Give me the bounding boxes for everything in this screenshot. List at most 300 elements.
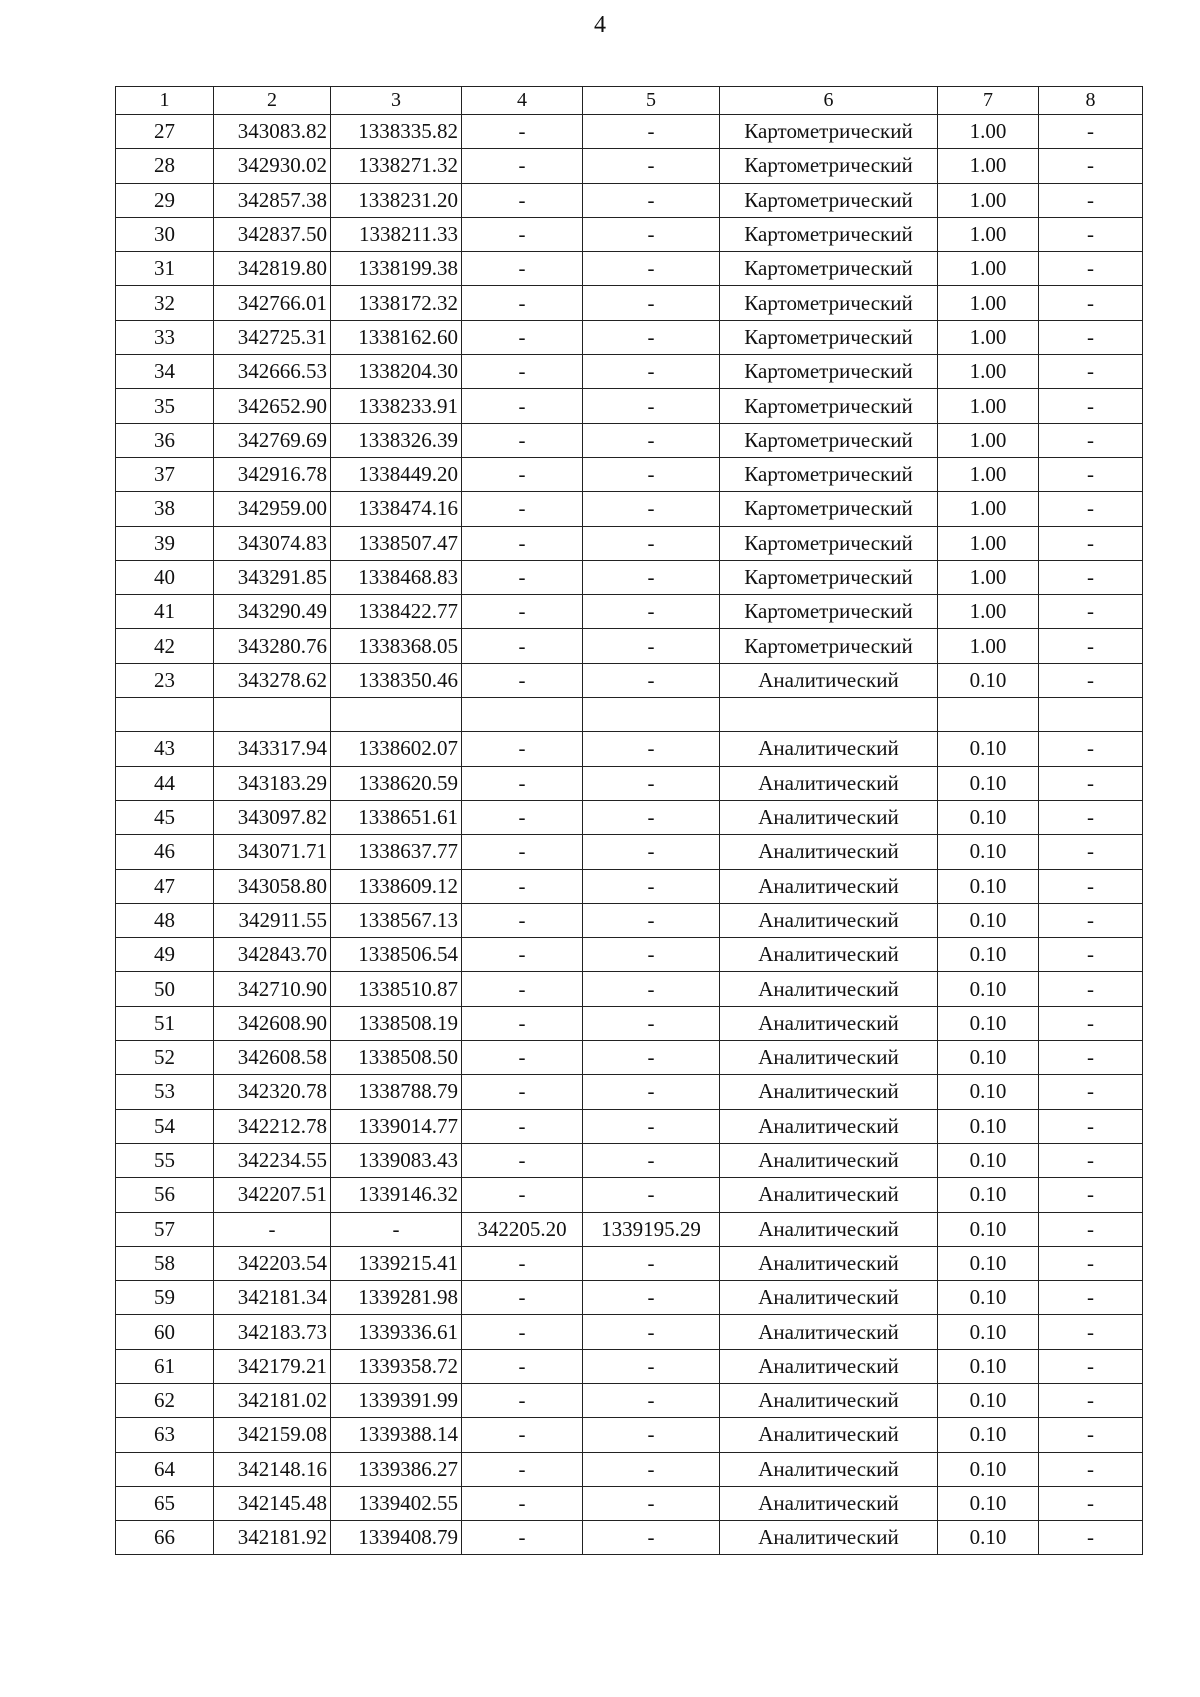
table-cell: -: [1039, 732, 1143, 766]
table-cell: 343074.83: [214, 526, 331, 560]
table-cell: 343097.82: [214, 800, 331, 834]
table-cell: Картометрический: [720, 423, 938, 457]
table-cell: 1338474.16: [331, 492, 462, 526]
table-cell: [214, 698, 331, 732]
table-cell: 342766.01: [214, 286, 331, 320]
table-cell: -: [1039, 972, 1143, 1006]
table-cell: 36: [116, 423, 214, 457]
table-cell: 49: [116, 938, 214, 972]
table-cell: -: [462, 903, 583, 937]
coordinates-table: [115, 86, 1143, 1555]
table-cell: Аналитический: [720, 1486, 938, 1520]
table-cell: 1338508.50: [331, 1041, 462, 1075]
table-cell: -: [1039, 1041, 1143, 1075]
table-cell: 342148.16: [214, 1452, 331, 1486]
table-cell: -: [462, 423, 583, 457]
table-cell: Картометрический: [720, 457, 938, 491]
table-cell: 0.10: [938, 1281, 1039, 1315]
table-cell: -: [1039, 1075, 1143, 1109]
table-cell: 342608.90: [214, 1006, 331, 1040]
table-cell: 1339336.61: [331, 1315, 462, 1349]
header-cell: 7: [938, 87, 1039, 115]
table-cell: Картометрический: [720, 526, 938, 560]
table-cell: -: [1039, 629, 1143, 663]
table-cell: 342837.50: [214, 217, 331, 251]
table-cell: 1339388.14: [331, 1418, 462, 1452]
table-cell: -: [462, 1452, 583, 1486]
table-cell: -: [462, 732, 583, 766]
table-cell: 1.00: [938, 492, 1039, 526]
table-cell: -: [1039, 1143, 1143, 1177]
table-cell: 48: [116, 903, 214, 937]
table-cell: 1338271.32: [331, 149, 462, 183]
table-row: [116, 560, 1143, 594]
table-cell: -: [462, 1006, 583, 1040]
table-cell: 1339146.32: [331, 1178, 462, 1212]
table-row: [116, 1418, 1143, 1452]
table-cell: -: [462, 389, 583, 423]
table-cell: -: [583, 149, 720, 183]
table-cell: 33: [116, 320, 214, 354]
table-cell: 65: [116, 1486, 214, 1520]
header-cell: 5: [583, 87, 720, 115]
table-cell: 28: [116, 149, 214, 183]
table-cell: -: [1039, 1521, 1143, 1555]
table-cell: -: [583, 183, 720, 217]
table-cell: -: [214, 1212, 331, 1246]
table-cell: 38: [116, 492, 214, 526]
table-row: [116, 903, 1143, 937]
table-cell: Картометрический: [720, 286, 938, 320]
table-cell: 50: [116, 972, 214, 1006]
table-cell: -: [583, 972, 720, 1006]
table-row: [116, 1041, 1143, 1075]
table-cell: 1339386.27: [331, 1452, 462, 1486]
table-cell: 1338620.59: [331, 766, 462, 800]
table-cell: 1.00: [938, 252, 1039, 286]
table-cell: 0.10: [938, 732, 1039, 766]
table-cell: 1338211.33: [331, 217, 462, 251]
table-cell: 1.00: [938, 595, 1039, 629]
table-cell: 342183.73: [214, 1315, 331, 1349]
table-cell: -: [1039, 1486, 1143, 1520]
table-cell: 1.00: [938, 389, 1039, 423]
table-cell: 1338507.47: [331, 526, 462, 560]
table-cell: 342159.08: [214, 1418, 331, 1452]
table-cell: 59: [116, 1281, 214, 1315]
table-cell: -: [1039, 1178, 1143, 1212]
table-cell: 0.10: [938, 1075, 1039, 1109]
table-cell: -: [583, 560, 720, 594]
table-cell: 1.00: [938, 217, 1039, 251]
table-cell: 1338788.79: [331, 1075, 462, 1109]
table-cell: -: [583, 115, 720, 149]
table-cell: Картометрический: [720, 115, 938, 149]
table-cell: 0.10: [938, 869, 1039, 903]
table-row: [116, 1315, 1143, 1349]
table-cell: -: [1039, 1109, 1143, 1143]
table-cell: 342203.54: [214, 1246, 331, 1280]
table-cell: -: [583, 1418, 720, 1452]
table-row: [116, 526, 1143, 560]
table-cell: Аналитический: [720, 800, 938, 834]
table-cell: 34: [116, 355, 214, 389]
table-cell: Аналитический: [720, 1246, 938, 1280]
table-cell: -: [462, 1349, 583, 1383]
table-cell: -: [583, 1006, 720, 1040]
table-cell: -: [1039, 595, 1143, 629]
table-cell: 58: [116, 1246, 214, 1280]
table-cell: -: [583, 1109, 720, 1143]
table-cell: Картометрический: [720, 492, 938, 526]
page-number: 4: [594, 12, 606, 38]
table-cell: -: [462, 1383, 583, 1417]
table-cell: Картометрический: [720, 320, 938, 354]
table-row: [116, 286, 1143, 320]
table-cell: Аналитический: [720, 1349, 938, 1383]
table-cell: -: [462, 217, 583, 251]
table-cell: 35: [116, 389, 214, 423]
table-cell: 1.00: [938, 115, 1039, 149]
table-cell: 37: [116, 457, 214, 491]
table-cell: -: [1039, 766, 1143, 800]
table-cell: -: [583, 1383, 720, 1417]
table-cell: Аналитический: [720, 1521, 938, 1555]
table-row: [116, 320, 1143, 354]
table-row: [116, 972, 1143, 1006]
table-cell: [116, 698, 214, 732]
table-cell: 1339014.77: [331, 1109, 462, 1143]
table-cell: 343280.76: [214, 629, 331, 663]
table-cell: 343083.82: [214, 115, 331, 149]
table-row: [116, 1281, 1143, 1315]
table-cell: 343071.71: [214, 835, 331, 869]
header-row: [116, 87, 1143, 115]
table-cell: -: [583, 800, 720, 834]
table-cell: Аналитический: [720, 972, 938, 1006]
header-cell: 6: [720, 87, 938, 115]
table-cell: 1338609.12: [331, 869, 462, 903]
table-cell: 31: [116, 252, 214, 286]
table-cell: 0.10: [938, 1315, 1039, 1349]
table-cell: Аналитический: [720, 1452, 938, 1486]
table-cell: -: [583, 663, 720, 697]
table-cell: 1339281.98: [331, 1281, 462, 1315]
table-cell: -: [462, 629, 583, 663]
table-cell: Картометрический: [720, 595, 938, 629]
table-row: [116, 149, 1143, 183]
table-cell: -: [583, 869, 720, 903]
table-cell: 342930.02: [214, 149, 331, 183]
table-cell: 1338199.38: [331, 252, 462, 286]
table-cell: -: [583, 903, 720, 937]
table-cell: -: [1039, 903, 1143, 937]
table-cell: -: [1039, 1281, 1143, 1315]
table-cell: Картометрический: [720, 217, 938, 251]
table-cell: 1339391.99: [331, 1383, 462, 1417]
table-cell: -: [1039, 663, 1143, 697]
table-row: [116, 1383, 1143, 1417]
table-cell: [462, 698, 583, 732]
table-row: [116, 217, 1143, 251]
table-cell: 1.00: [938, 183, 1039, 217]
table-cell: 1338233.91: [331, 389, 462, 423]
table-cell: -: [1039, 183, 1143, 217]
table-cell: -: [583, 389, 720, 423]
table-cell: -: [583, 766, 720, 800]
table-cell: Картометрический: [720, 355, 938, 389]
table-cell: Аналитический: [720, 1075, 938, 1109]
table-cell: -: [462, 320, 583, 354]
table-cell: -: [462, 663, 583, 697]
table-cell: 1339408.79: [331, 1521, 462, 1555]
table-cell: 63: [116, 1418, 214, 1452]
table-cell: 0.10: [938, 972, 1039, 1006]
table-cell: 1338449.20: [331, 457, 462, 491]
table-cell: 61: [116, 1349, 214, 1383]
table-cell: 342179.21: [214, 1349, 331, 1383]
table-cell: 1339358.72: [331, 1349, 462, 1383]
table-row: [116, 115, 1143, 149]
table-cell: -: [583, 1143, 720, 1177]
table-cell: 0.10: [938, 1418, 1039, 1452]
table-cell: 39: [116, 526, 214, 560]
table-cell: 0.10: [938, 938, 1039, 972]
table-row: [116, 1006, 1143, 1040]
table-cell: 0.10: [938, 1006, 1039, 1040]
table-cell: 1.00: [938, 355, 1039, 389]
table-cell: 55: [116, 1143, 214, 1177]
table-row: [116, 938, 1143, 972]
table-cell: 0.10: [938, 1212, 1039, 1246]
table-cell: 343317.94: [214, 732, 331, 766]
header-cell: 8: [1039, 87, 1143, 115]
table-cell: 343058.80: [214, 869, 331, 903]
table-row: [116, 629, 1143, 663]
table-cell: -: [462, 1178, 583, 1212]
table-cell: -: [583, 1315, 720, 1349]
table-cell: 44: [116, 766, 214, 800]
table-cell: 43: [116, 732, 214, 766]
table-cell: -: [1039, 286, 1143, 320]
header-cell: 1: [116, 87, 214, 115]
table-row: [116, 1246, 1143, 1280]
table-cell: -: [462, 1486, 583, 1520]
table-cell: Аналитический: [720, 663, 938, 697]
table-row: [116, 1349, 1143, 1383]
table-cell: -: [583, 629, 720, 663]
table-cell: [583, 698, 720, 732]
table-cell: 0.10: [938, 1246, 1039, 1280]
table-row: [116, 1452, 1143, 1486]
table-cell: -: [1039, 389, 1143, 423]
table-cell: 343183.29: [214, 766, 331, 800]
table-cell: 1.00: [938, 286, 1039, 320]
table-row: [116, 423, 1143, 457]
table-row: [116, 1212, 1143, 1246]
table-cell: -: [331, 1212, 462, 1246]
table-row: [116, 389, 1143, 423]
table-cell: 41: [116, 595, 214, 629]
table-cell: 1338368.05: [331, 629, 462, 663]
table-row: [116, 1486, 1143, 1520]
table-cell: 1339215.41: [331, 1246, 462, 1280]
table-cell: 343290.49: [214, 595, 331, 629]
table-row: [116, 183, 1143, 217]
table-cell: 342234.55: [214, 1143, 331, 1177]
table-cell: 342916.78: [214, 457, 331, 491]
table-row: [116, 732, 1143, 766]
table-cell: Аналитический: [720, 1006, 938, 1040]
table-cell: -: [1039, 1246, 1143, 1280]
table-cell: -: [462, 869, 583, 903]
table-cell: Аналитический: [720, 903, 938, 937]
table-cell: -: [583, 286, 720, 320]
table-row: [116, 800, 1143, 834]
table-cell: Картометрический: [720, 389, 938, 423]
table-cell: -: [462, 1041, 583, 1075]
table-cell: 52: [116, 1041, 214, 1075]
table-cell: 1.00: [938, 629, 1039, 663]
table-cell: 0.10: [938, 766, 1039, 800]
table-row: [116, 1143, 1143, 1177]
table-cell: 45: [116, 800, 214, 834]
table-cell: -: [583, 492, 720, 526]
table-cell: 1.00: [938, 320, 1039, 354]
table-cell: -: [583, 252, 720, 286]
table-row: [116, 835, 1143, 869]
table-cell: 342725.31: [214, 320, 331, 354]
table-cell: [331, 698, 462, 732]
table-cell: 56: [116, 1178, 214, 1212]
table-cell: -: [462, 252, 583, 286]
table-cell: -: [583, 1075, 720, 1109]
table-cell: -: [583, 732, 720, 766]
table-cell: Аналитический: [720, 1178, 938, 1212]
table-cell: Картометрический: [720, 252, 938, 286]
table-cell: Аналитический: [720, 1418, 938, 1452]
table-cell: 342819.80: [214, 252, 331, 286]
table-cell: -: [583, 938, 720, 972]
table-cell: 0.10: [938, 1143, 1039, 1177]
table-cell: -: [462, 457, 583, 491]
table-cell: 343278.62: [214, 663, 331, 697]
table-cell: 1338506.54: [331, 938, 462, 972]
table-cell: [1039, 698, 1143, 732]
table-row: [116, 252, 1143, 286]
table-cell: 342320.78: [214, 1075, 331, 1109]
table-cell: 342181.02: [214, 1383, 331, 1417]
table-cell: Аналитический: [720, 835, 938, 869]
table-cell: -: [462, 1281, 583, 1315]
table-row: [116, 766, 1143, 800]
table-cell: 1.00: [938, 149, 1039, 183]
table-cell: 342207.51: [214, 1178, 331, 1212]
table-cell: 342710.90: [214, 972, 331, 1006]
table-cell: -: [583, 1521, 720, 1555]
table-row: [116, 663, 1143, 697]
table-cell: 1.00: [938, 526, 1039, 560]
table-cell: -: [583, 835, 720, 869]
table-cell: Аналитический: [720, 1143, 938, 1177]
table-cell: 66: [116, 1521, 214, 1555]
table-cell: -: [1039, 1418, 1143, 1452]
table-cell: -: [462, 972, 583, 1006]
table-cell: -: [462, 595, 583, 629]
table-cell: -: [583, 1452, 720, 1486]
table-cell: -: [583, 526, 720, 560]
table-cell: [938, 698, 1039, 732]
table-cell: 0.10: [938, 1109, 1039, 1143]
table-cell: -: [583, 595, 720, 629]
table-cell: 1338567.13: [331, 903, 462, 937]
table-cell: 0.10: [938, 1486, 1039, 1520]
table-cell: -: [1039, 526, 1143, 560]
table-cell: 342181.34: [214, 1281, 331, 1315]
table-cell: 27: [116, 115, 214, 149]
table-cell: 0.10: [938, 1452, 1039, 1486]
table-cell: 54: [116, 1109, 214, 1143]
table-cell: 1.00: [938, 423, 1039, 457]
table-cell: -: [1039, 835, 1143, 869]
table-cell: 0.10: [938, 1521, 1039, 1555]
table-cell: 342212.78: [214, 1109, 331, 1143]
table-cell: 1338422.77: [331, 595, 462, 629]
table-cell: -: [583, 1486, 720, 1520]
table-cell: -: [462, 800, 583, 834]
table-cell: -: [1039, 1349, 1143, 1383]
table-cell: 46: [116, 835, 214, 869]
table-cell: -: [583, 1178, 720, 1212]
table-cell: -: [583, 423, 720, 457]
table-cell: 342769.69: [214, 423, 331, 457]
table-cell: Аналитический: [720, 1383, 938, 1417]
table-row: [116, 698, 1143, 732]
table-row: [116, 492, 1143, 526]
table-cell: -: [462, 286, 583, 320]
table-cell: 342857.38: [214, 183, 331, 217]
table-cell: 1338602.07: [331, 732, 462, 766]
table-cell: 1338204.30: [331, 355, 462, 389]
header-cell: 2: [214, 87, 331, 115]
table-cell: Картометрический: [720, 183, 938, 217]
table-cell: -: [1039, 423, 1143, 457]
table-cell: -: [462, 526, 583, 560]
table-cell: Аналитический: [720, 869, 938, 903]
table-cell: 342911.55: [214, 903, 331, 937]
table-cell: 1.00: [938, 560, 1039, 594]
table-cell: 1338326.39: [331, 423, 462, 457]
table-cell: 30: [116, 217, 214, 251]
table-cell: 29: [116, 183, 214, 217]
table-cell: -: [583, 320, 720, 354]
table-cell: 64: [116, 1452, 214, 1486]
table-cell: -: [462, 938, 583, 972]
table-cell: 32: [116, 286, 214, 320]
table-cell: 1338508.19: [331, 1006, 462, 1040]
table-cell: 0.10: [938, 663, 1039, 697]
table-row: [116, 869, 1143, 903]
table-cell: 342652.90: [214, 389, 331, 423]
table-cell: 1339402.55: [331, 1486, 462, 1520]
table-cell: -: [1039, 938, 1143, 972]
table-cell: 51: [116, 1006, 214, 1040]
table-cell: -: [462, 1246, 583, 1280]
table-cell: 47: [116, 869, 214, 903]
table-cell: 1338510.87: [331, 972, 462, 1006]
table-row: [116, 595, 1143, 629]
table-cell: -: [1039, 457, 1143, 491]
